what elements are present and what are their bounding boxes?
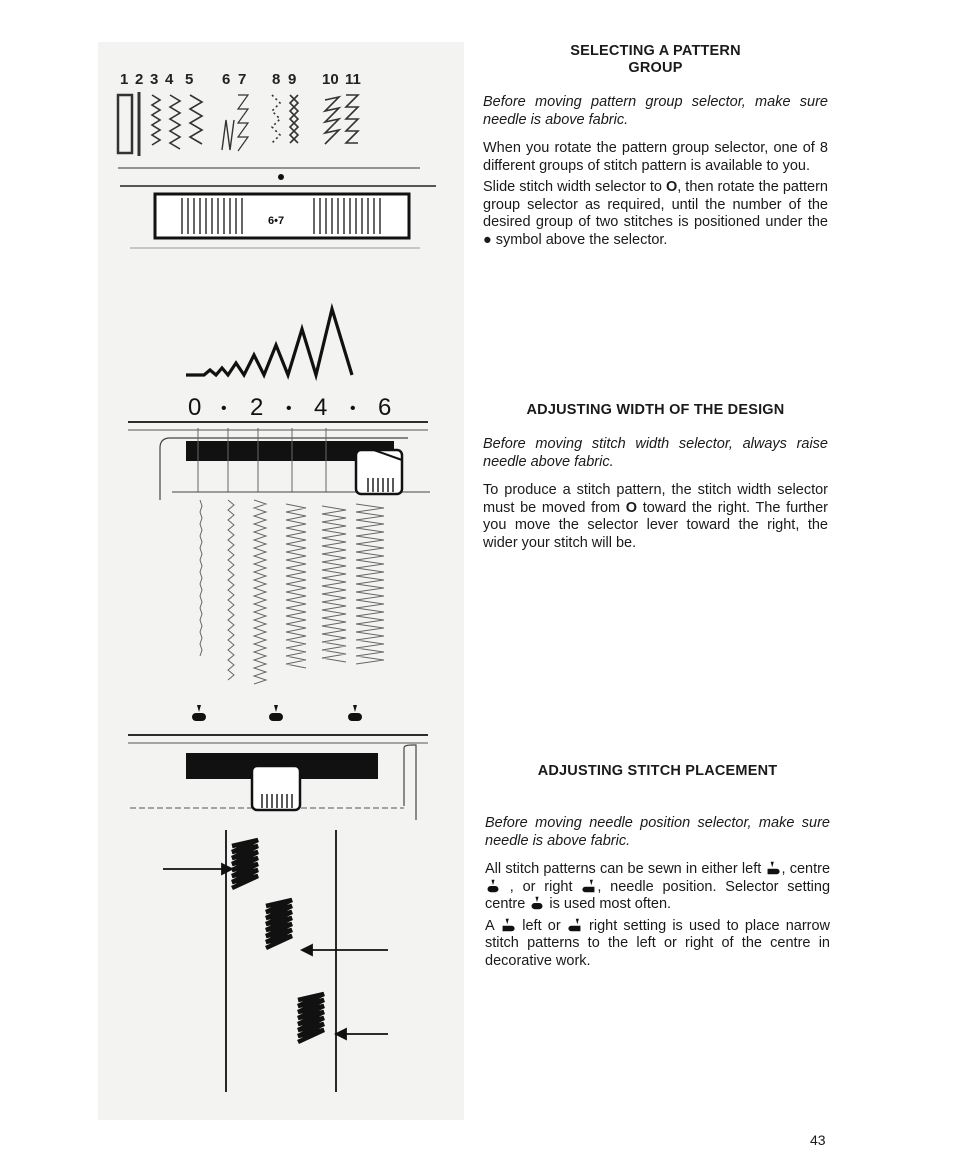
para-slide-width-selector: Slide stitch width selector to O, then rotate the pattern group selector as required, until the number of the desired group of two stitches is positioned under the ● symbol above the selector. [483, 179, 828, 248]
needle-right-icon [348, 705, 362, 721]
pattern-number-8: 8 [272, 71, 281, 88]
para-left-right-setting: A left or right setting is used to place narrow stitch patterns to the left or right of the centre in decorative work. [485, 917, 831, 969]
page-number: 43 [810, 1132, 826, 1148]
pattern-number-6: 6 [222, 71, 231, 88]
width-scale-4: 4 [314, 394, 328, 421]
pattern-number-9: 9 [288, 71, 297, 88]
heading-adjusting-width: ADJUSTING WIDTH OF THE DESIGN [526, 402, 785, 418]
width-scale-dot-1: • [221, 400, 227, 417]
para-pattern-groups: When you rotate the pattern group selector, one of 8 different groups of stitch pattern is available to you. [483, 140, 828, 174]
needle-right-icon [581, 879, 597, 893]
width-scale-2: 2 [250, 394, 264, 421]
needle-centre-icon [529, 896, 545, 910]
pattern-number-1: 1 [120, 71, 129, 88]
caution-pattern-group: Before moving pattern group selector, make sure needle is above fabric. [483, 94, 828, 128]
width-scale-dot-3: • [350, 400, 356, 417]
needle-left-icon [765, 861, 781, 875]
pattern-number-4: 4 [165, 71, 174, 88]
heading-selecting-pattern-group: SELECTING A PATTERN GROUP [570, 43, 741, 76]
needle-left-icon [500, 918, 516, 932]
width-scale-6: 6 [378, 394, 392, 421]
para-width-selector: To produce a stitch pattern, the stitch width selector must be moved from O toward the right. The further you move the selector lever toward the right, the wider your stitch will be. [483, 482, 829, 551]
section-adjusting-width [483, 402, 828, 552]
width-selector-figure [128, 309, 430, 684]
pattern-number-2: 2 [135, 71, 144, 88]
needle-right-icon [567, 918, 583, 932]
width-scale-dot-2: • [286, 400, 292, 417]
heading-stitch-placement: ADJUSTING STITCH PLACEMENT [537, 763, 778, 779]
pattern-number-11: 11 [345, 71, 361, 88]
pattern-number-7: 7 [238, 71, 247, 88]
pattern-number-10: 10 [322, 71, 339, 88]
caution-width-selector: Before moving stitch width selector, always raise needle above fabric. [483, 436, 828, 470]
needle-centre-icon [269, 705, 283, 721]
group-window-label: 6•7 [268, 215, 285, 227]
section-selecting-pattern-group [483, 43, 828, 249]
needle-centre-icon [485, 879, 501, 893]
pattern-number-5: 5 [185, 71, 194, 88]
pattern-number-3: 3 [150, 71, 159, 88]
needle-position-figure [128, 705, 428, 1092]
para-needle-positions: All stitch patterns can be sewn in either left , centre , or right , needle position. Selector setting centre is used most often. [485, 861, 831, 912]
caution-needle-position: Before moving needle position selector, make sure needle is above fabric. [485, 815, 830, 849]
needle-left-icon [192, 705, 206, 721]
width-scale-0: 0 [188, 394, 202, 421]
pattern-group-figure [118, 71, 436, 248]
section-stitch-placement [485, 763, 830, 970]
